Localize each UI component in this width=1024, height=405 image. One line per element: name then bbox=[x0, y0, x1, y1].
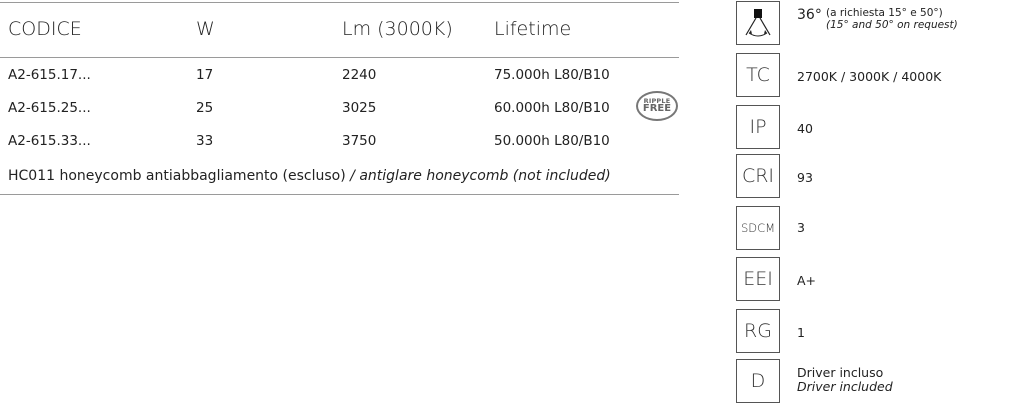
note-italian: HC011 honeycomb antiabbagliamento (escluso) bbox=[8, 168, 346, 184]
d-label: D bbox=[736, 359, 780, 403]
driver-value bbox=[797, 366, 893, 394]
table-row-lifetime: 50.000h L80/B10 bbox=[494, 133, 610, 149]
ip-label: IP bbox=[736, 105, 780, 149]
badge-line2: FREE bbox=[642, 103, 672, 115]
table-row-lifetime: 60.000h L80/B10 bbox=[494, 100, 610, 116]
header-lifetime: Lifetime bbox=[494, 18, 572, 40]
cri-label: CRI bbox=[736, 154, 780, 198]
table-row-lifetime: 75.000h L80/B10 bbox=[494, 67, 610, 83]
ip-value: 40 bbox=[797, 121, 813, 136]
ripple-free-badge bbox=[636, 91, 678, 121]
beam-angle-note bbox=[826, 7, 958, 31]
sdcm-label: SDCM bbox=[736, 206, 780, 250]
table-row-code: A2-615.25... bbox=[8, 100, 91, 116]
table-row-w: 33 bbox=[196, 133, 214, 149]
eei-label: EEI bbox=[736, 257, 780, 301]
table-row-w: 25 bbox=[196, 100, 214, 116]
table-row-code: A2-615.17... bbox=[8, 67, 91, 83]
beam-note-english: (15° and 50° on request) bbox=[826, 19, 958, 31]
table-row-lm: 3750 bbox=[342, 133, 377, 149]
note-english: antiglare honeycomb (not included) bbox=[359, 168, 611, 184]
header-lm: Lm (3000K) bbox=[342, 18, 453, 40]
driver-english: Driver included bbox=[797, 379, 893, 394]
beam-angle-value: 36° bbox=[797, 7, 822, 23]
header-w: W bbox=[196, 18, 215, 40]
table-top-rule bbox=[0, 2, 679, 3]
table-row-lm: 3025 bbox=[342, 100, 377, 116]
cri-value: 93 bbox=[797, 170, 813, 185]
table-bottom-rule bbox=[0, 194, 679, 195]
header-rule bbox=[0, 57, 679, 58]
note-separator: / bbox=[345, 168, 360, 184]
tc-label: TC bbox=[736, 53, 780, 97]
beam-note-italian: (a richiesta 15° e 50°) bbox=[826, 7, 943, 19]
rg-value: 1 bbox=[797, 325, 805, 340]
table-row-w: 17 bbox=[196, 67, 214, 83]
badge-line1: RIPPLE bbox=[643, 96, 671, 105]
header-codice: CODICE bbox=[8, 18, 82, 40]
tc-value: 2700K / 3000K / 4000K bbox=[797, 69, 942, 84]
sdcm-value: 3 bbox=[797, 220, 805, 235]
table-row-code: A2-615.33... bbox=[8, 133, 91, 149]
driver-italian: Driver incluso bbox=[797, 365, 884, 380]
table-row-lm: 2240 bbox=[342, 67, 377, 83]
beam-angle-icon bbox=[736, 1, 780, 45]
eei-value: A+ bbox=[797, 273, 817, 288]
rg-label: RG bbox=[736, 309, 780, 353]
accessory-note bbox=[8, 168, 611, 184]
